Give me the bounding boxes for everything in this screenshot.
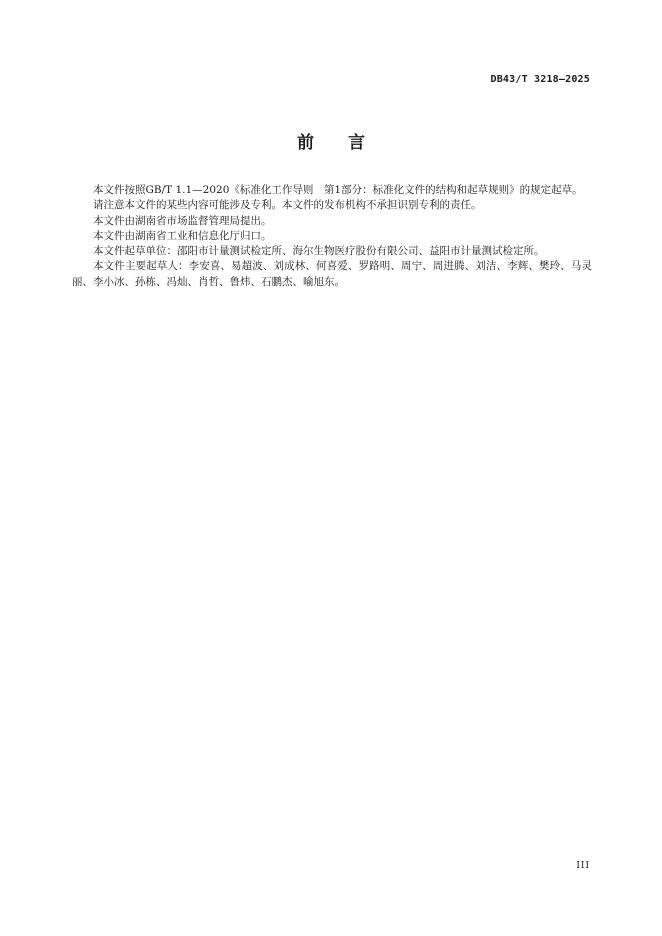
paragraph-patent-notice: 请注意本文件的某些内容可能涉及专利。本文件的发布机构不承担识别专利的责任。 <box>93 199 482 212</box>
paragraph-centralized-unit: 本文件由湖南省工业和信息化厅归口。 <box>93 229 272 242</box>
paragraph-proposer: 本文件由湖南省市场监督管理局提出。 <box>93 214 272 227</box>
paragraph-drafting-rules: 本文件按照GB/T 1.1—2020《标准化工作导则 第1部分：标准化文件的结构和起草规则》的规定起草。 <box>93 184 583 196</box>
standard-code: DB43/T 3218—2025 <box>490 74 590 85</box>
title-part-2: 言 <box>348 133 365 153</box>
foreword-body <box>72 183 592 290</box>
paragraph-main-drafters: 本文件主要起草人：李安喜、易超波、刘成林、何喜爱、罗路明、周宁、周进腾、刘洁、李辉、樊玲、马灵丽、李小冰、孙栋、冯灿、肖哲、鲁炜、石鹏杰、喻旭东。 <box>72 260 592 288</box>
paragraph-drafting-units: 本文件起草单位：邵阳市计量测试检定所、海尔生物医疗股份有限公司、益阳市计量测试检定所。 <box>93 245 545 258</box>
title-part-1: 前 <box>297 133 314 153</box>
page-title <box>0 128 662 153</box>
page-number: III <box>576 861 590 871</box>
